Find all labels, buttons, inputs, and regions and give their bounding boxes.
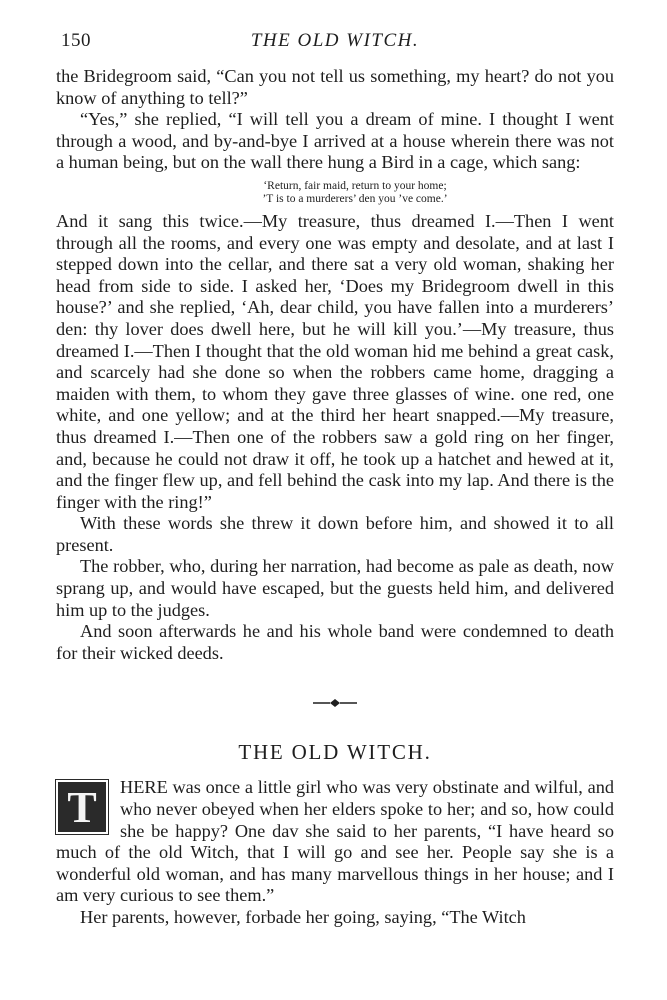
drop-cap-initial: T: [56, 780, 108, 834]
paragraph: the Bridegroom said, “Can you not tell us something, my heart? do not you know of anything to tell?”: [56, 66, 614, 108]
paragraph: The robber, who, during her narration, had become as pale as death, now sprang up, and would have escaped, but the guests held him, and delivered him up to the judges.: [56, 556, 614, 620]
book-page: [56, 30, 614, 929]
running-head: [56, 30, 614, 66]
paragraph: And it sang this twice.—My treasure, thus dreamed I.—Then I went through all the rooms, and every one was empty and desolate, and at last I stepped down into the cellar, and there sat a very old woman, shaking her head from side to side. I asked her, ‘Does my Bridegroom dwell in this house?’ and she replied, ‘Ah, dear child, you have fallen into a murderers’ den: thy lover does dwell here, but he will kill you.’—My treasure, thus dreamed I.—Then I thought that the old woman hid me behind a great cask, and scarcely had she done so when the robbers came home, dragging a maiden with them, to whom they gave three glasses of wine. one red, one white, and one yellow; and at the third her heart snapped.—My treasure, thus dreamed I.—Then one of the robbers saw a gold ring on her finger, and, because he could not draw it off, he took up a hatchet and hewed at it, and the finger flew up, and fell behind the cask into my lap. And there is the finger with the ring!”: [56, 210, 614, 512]
verse-line: ’T is to a murderers’ den you ’ve come.’: [262, 192, 448, 205]
running-head-title: THE OLD WITCH.: [250, 30, 420, 51]
paragraph: And soon afterwards he and his whole band were condemned to death for their wicked deeds.: [56, 621, 614, 663]
first-paragraph: [56, 777, 614, 907]
paragraph: With these words she threw it down before him, and showed it to all present.: [56, 513, 614, 555]
verse-line: ‘Return, fair maid, return to your home;: [263, 179, 447, 192]
paragraph: “Yes,” she replied, “I will tell you a dream of mine. I thought I went through a wood, and by-and-bye I arrived at a house wherein there was not a human being, but on the wall there hung a Bird in a cage, which sang:: [56, 109, 614, 173]
paragraph: HERE was once a little girl who was very obstinate and wilful, and who never obeyed when her elders spoke to her; and so, how could she be happy? One dav she said to her parents, “I have heard so much of the old Witch, that I will go and see her. People say she is a wonderful old woman, and has many marvellous things in her house; and I am very curious to see them.”: [56, 777, 614, 906]
story-continuation: [56, 66, 614, 664]
diamond-rule-icon: [313, 698, 357, 708]
section-divider-ornament: [56, 694, 614, 720]
song-verse: [96, 180, 614, 206]
page-number: 150: [61, 30, 91, 51]
paragraph: Her parents, however, forbade her going, saying, “The Witch: [80, 907, 526, 927]
story-title: THE OLD WITCH.: [238, 740, 432, 765]
story-opening: [56, 777, 614, 928]
